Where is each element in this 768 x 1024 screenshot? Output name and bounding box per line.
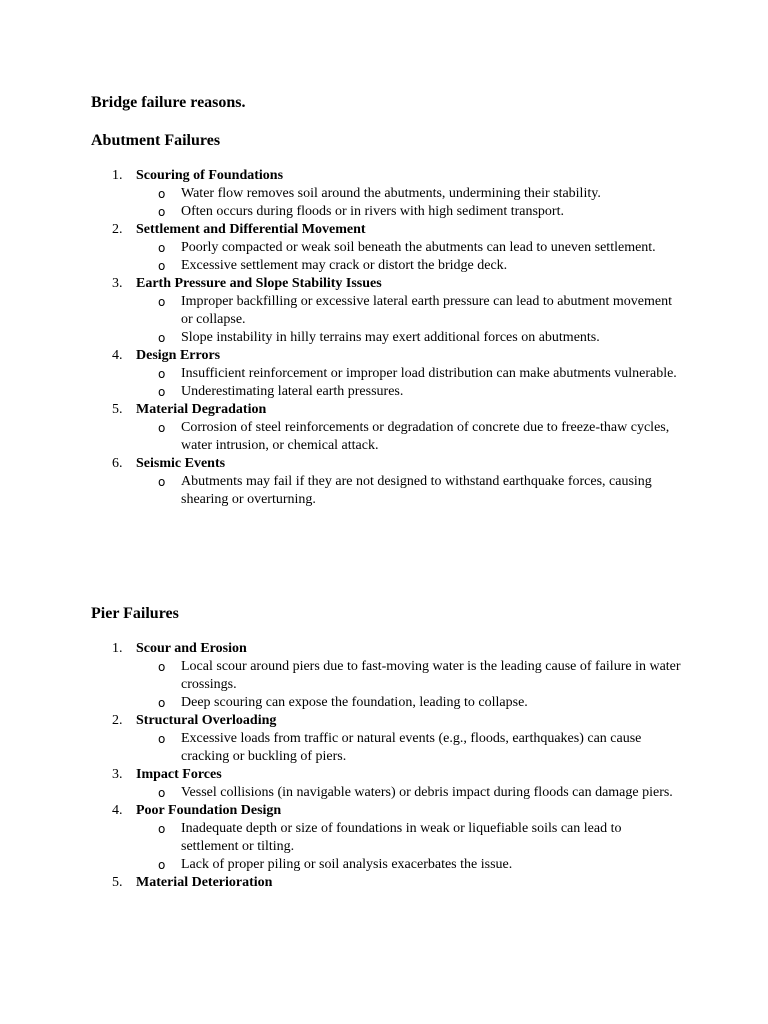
bullet-text: Improper backfilling or excessive lateral earth pressure can lead to abutment movement or collapse. bbox=[181, 294, 672, 327]
list-item bbox=[91, 275, 711, 347]
bullet-icon: o bbox=[158, 367, 166, 381]
bullet-list bbox=[136, 473, 711, 509]
bullet-item bbox=[136, 329, 681, 347]
item-title: Design Errors bbox=[136, 348, 221, 363]
item-number: 2. bbox=[112, 222, 123, 237]
bullet-item bbox=[136, 658, 681, 694]
item-number: 5. bbox=[112, 402, 123, 417]
list-item bbox=[91, 167, 711, 221]
numbered-list bbox=[91, 167, 711, 509]
list-item bbox=[91, 347, 711, 401]
item-title: Earth Pressure and Slope Stability Issues bbox=[136, 276, 382, 291]
bullet-text: Excessive loads from traffic or natural events (e.g., floods, earthquakes) can cause cracking or buckling of piers. bbox=[181, 731, 642, 764]
bullet-item bbox=[136, 293, 681, 329]
bullet-text: Local scour around piers due to fast-moving water is the leading cause of failure in water crossings. bbox=[181, 659, 681, 692]
bullet-text: Deep scouring can expose the foundation, leading to collapse. bbox=[181, 695, 528, 710]
item-title: Settlement and Differential Movement bbox=[136, 222, 366, 237]
document-title: Bridge failure reasons. bbox=[91, 94, 246, 111]
bullet-list bbox=[136, 784, 711, 802]
bullet-text: Excessive settlement may crack or distort the bridge deck. bbox=[181, 258, 508, 273]
bullet-list bbox=[136, 293, 711, 347]
bullet-item bbox=[136, 203, 681, 221]
bullet-icon: o bbox=[158, 660, 166, 674]
list-item bbox=[91, 766, 711, 802]
bullet-list bbox=[136, 239, 711, 275]
bullet-icon: o bbox=[158, 732, 166, 746]
bullet-item bbox=[136, 694, 681, 712]
bullet-item bbox=[136, 730, 681, 766]
list-item bbox=[91, 401, 711, 455]
item-title: Seismic Events bbox=[136, 456, 226, 471]
bullet-text: Insufficient reinforcement or improper load distribution can make abutments vulnerable. bbox=[181, 366, 677, 381]
bullet-icon: o bbox=[158, 475, 166, 489]
bullet-icon: o bbox=[158, 259, 166, 273]
item-number: 3. bbox=[112, 276, 123, 291]
bullet-item bbox=[136, 473, 681, 509]
item-title: Scouring of Foundations bbox=[136, 168, 284, 183]
list-item bbox=[91, 640, 711, 712]
bullet-text: Corrosion of steel reinforcements or degradation of concrete due to freeze-thaw cycles, water intrusion, or chemical attack. bbox=[181, 420, 670, 453]
item-number: 6. bbox=[112, 456, 123, 471]
bullet-item bbox=[136, 383, 681, 401]
item-number: 1. bbox=[112, 168, 123, 183]
bullet-text: Water flow removes soil around the abutments, undermining their stability. bbox=[181, 186, 601, 201]
section-pier-failures bbox=[91, 603, 711, 892]
bullet-item bbox=[136, 239, 681, 257]
section-heading: Pier Failures bbox=[91, 605, 179, 622]
bullet-text: Slope instability in hilly terrains may exert additional forces on abutments. bbox=[181, 330, 600, 345]
list-item bbox=[91, 712, 711, 766]
bullet-icon: o bbox=[158, 858, 166, 872]
bullet-item bbox=[136, 185, 681, 203]
item-title: Material Degradation bbox=[136, 402, 267, 417]
list-item bbox=[91, 455, 711, 509]
item-number: 2. bbox=[112, 713, 123, 728]
bullet-list bbox=[136, 658, 711, 712]
bullet-icon: o bbox=[158, 421, 166, 435]
bullet-list bbox=[136, 419, 711, 455]
bullet-icon: o bbox=[158, 786, 166, 800]
bullet-text: Poorly compacted or weak soil beneath the abutments can lead to uneven settlement. bbox=[181, 240, 656, 255]
bullet-text: Underestimating lateral earth pressures. bbox=[181, 384, 404, 399]
section-abutment-failures bbox=[91, 130, 711, 509]
item-number: 4. bbox=[112, 348, 123, 363]
bullet-icon: o bbox=[158, 385, 166, 399]
bullet-text: Inadequate depth or size of foundations in weak or liquefiable soils can lead to settlement or tilting. bbox=[181, 821, 622, 854]
list-item bbox=[91, 874, 711, 892]
bullet-icon: o bbox=[158, 187, 166, 201]
bullet-list bbox=[136, 820, 711, 874]
item-title: Scour and Erosion bbox=[136, 641, 247, 656]
bullet-text: Lack of proper piling or soil analysis exacerbates the issue. bbox=[181, 857, 513, 872]
bullet-icon: o bbox=[158, 696, 166, 710]
list-item bbox=[91, 802, 711, 874]
item-title: Impact Forces bbox=[136, 767, 222, 782]
numbered-list bbox=[91, 640, 711, 892]
section-heading: Abutment Failures bbox=[91, 132, 221, 149]
bullet-icon: o bbox=[158, 205, 166, 219]
bullet-list bbox=[136, 185, 711, 221]
item-title: Structural Overloading bbox=[136, 713, 277, 728]
bullet-text: Often occurs during floods or in rivers with high sediment transport. bbox=[181, 204, 564, 219]
bullet-icon: o bbox=[158, 295, 166, 309]
item-number: 4. bbox=[112, 803, 123, 818]
bullet-item bbox=[136, 419, 681, 455]
item-number: 1. bbox=[112, 641, 123, 656]
bullet-list bbox=[136, 365, 711, 401]
bullet-item bbox=[136, 820, 681, 856]
item-number: 3. bbox=[112, 767, 123, 782]
item-title: Material Deterioration bbox=[136, 875, 273, 890]
list-item bbox=[91, 221, 711, 275]
bullet-icon: o bbox=[158, 331, 166, 345]
bullet-item bbox=[136, 365, 681, 383]
bullet-item bbox=[136, 856, 681, 874]
bullet-item bbox=[136, 257, 681, 275]
bullet-list bbox=[136, 730, 711, 766]
bullet-text: Vessel collisions (in navigable waters) or debris impact during floods can damage piers. bbox=[181, 785, 673, 800]
item-title: Poor Foundation Design bbox=[136, 803, 282, 818]
bullet-icon: o bbox=[158, 822, 166, 836]
bullet-icon: o bbox=[158, 241, 166, 255]
bullet-item bbox=[136, 784, 681, 802]
item-number: 5. bbox=[112, 875, 123, 890]
bullet-text: Abutments may fail if they are not designed to withstand earthquake forces, causing shearing or overturning. bbox=[181, 474, 652, 507]
